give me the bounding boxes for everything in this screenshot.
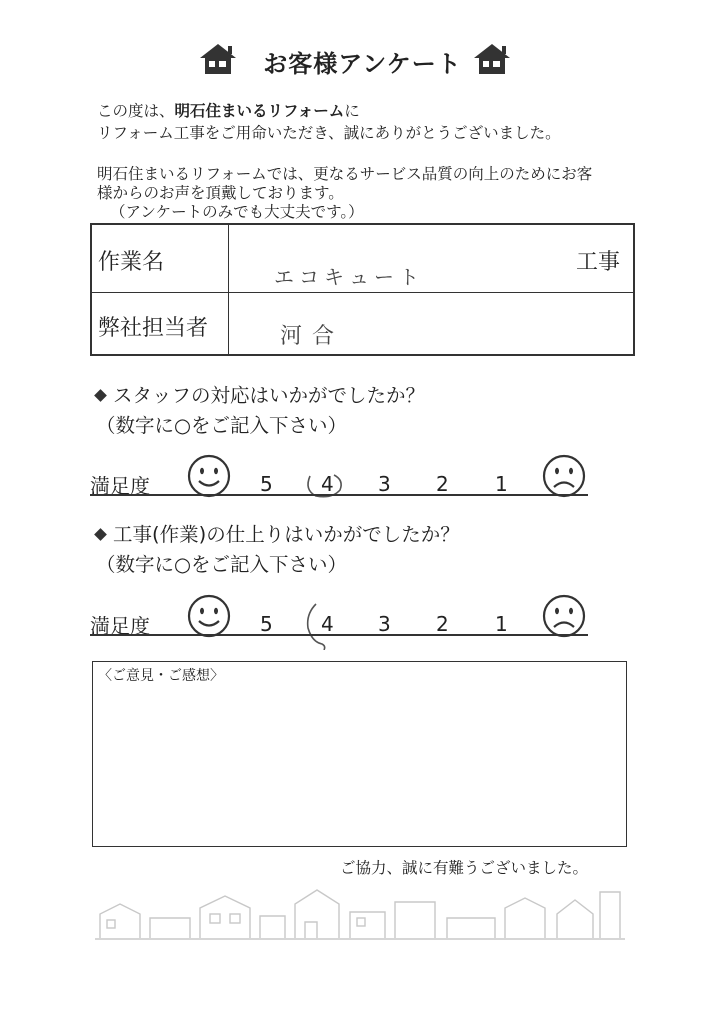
sad-face-icon: [540, 594, 588, 638]
satisfaction-scale-2: [90, 594, 590, 640]
scale-option-2[interactable]: 2: [436, 472, 449, 496]
scale-label: 満足度: [90, 614, 150, 638]
table-divider: [92, 292, 633, 293]
comment-value[interactable]: [103, 690, 613, 840]
question-2-note: （数字に○をご記入下さい）: [96, 553, 348, 576]
title-row: [0, 38, 725, 88]
intro-line-4: 様からのお声を頂戴しております。: [97, 184, 344, 202]
question-2-text: 工事(作業)の仕上りはいかがでしたか？: [113, 523, 460, 546]
scale-option-5[interactable]: 5: [260, 612, 273, 636]
scale-option-5[interactable]: 5: [260, 472, 273, 496]
smiley-face-icon: [185, 594, 233, 638]
page-title: お客様アンケート: [263, 50, 462, 78]
question-1-note: （数字に○をご記入下さい）: [96, 414, 348, 437]
question-1: [92, 383, 425, 409]
comment-label: 〈ご意見・ご感想〉: [98, 668, 224, 684]
scale-option-1[interactable]: 1: [495, 472, 508, 496]
table-divider: [228, 225, 229, 354]
intro-line-2: リフォーム工事をご用命いただき、誠にありがとうございました。: [97, 124, 561, 142]
scale-baseline: [90, 634, 588, 636]
comment-box[interactable]: [92, 661, 627, 847]
work-value[interactable]: エコキュート: [274, 265, 424, 289]
intro-line-1: [97, 100, 360, 122]
scale-option-4[interactable]: 4: [321, 612, 334, 636]
scale-option-1[interactable]: 1: [495, 612, 508, 636]
house-icon: [472, 42, 512, 76]
sad-face-icon: [540, 454, 588, 498]
intro-prefix: この度は、: [97, 102, 175, 120]
staff-label: 弊社担当者: [98, 316, 209, 341]
hand-drawn-circle-mark: [298, 600, 338, 650]
intro-suffix: に: [344, 102, 360, 120]
scale-label: 満足度: [90, 474, 150, 498]
company-name: 明石住まいるリフォーム: [174, 102, 345, 120]
intro-line-3: 明石住まいるリフォームでは、更なるサービス品質の向上のためにお客: [97, 165, 593, 183]
scale-option-2[interactable]: 2: [436, 612, 449, 636]
question-2: [92, 522, 460, 548]
scale-option-3[interactable]: 3: [378, 612, 391, 636]
scale-baseline: [90, 494, 588, 496]
smiley-face-icon: [185, 454, 233, 498]
work-label: 作業名: [98, 250, 165, 275]
staff-value[interactable]: 河合: [280, 324, 345, 349]
question-1-text: スタッフの対応はいかがでしたか？: [113, 384, 426, 407]
info-table: [90, 223, 635, 356]
thanks-text: ご協力、誠に有難うございました。: [340, 859, 589, 877]
scale-option-4[interactable]: 4: [321, 472, 334, 496]
work-suffix: 工事: [576, 250, 621, 275]
scale-option-3[interactable]: 3: [378, 472, 391, 496]
satisfaction-scale-1: [90, 454, 590, 500]
diamond-bullet-icon: [94, 528, 107, 541]
diamond-bullet-icon: [94, 389, 107, 402]
intro-line-5: （アンケートのみでも大丈夫です。）: [110, 203, 364, 221]
townscape-illustration: [95, 878, 625, 940]
